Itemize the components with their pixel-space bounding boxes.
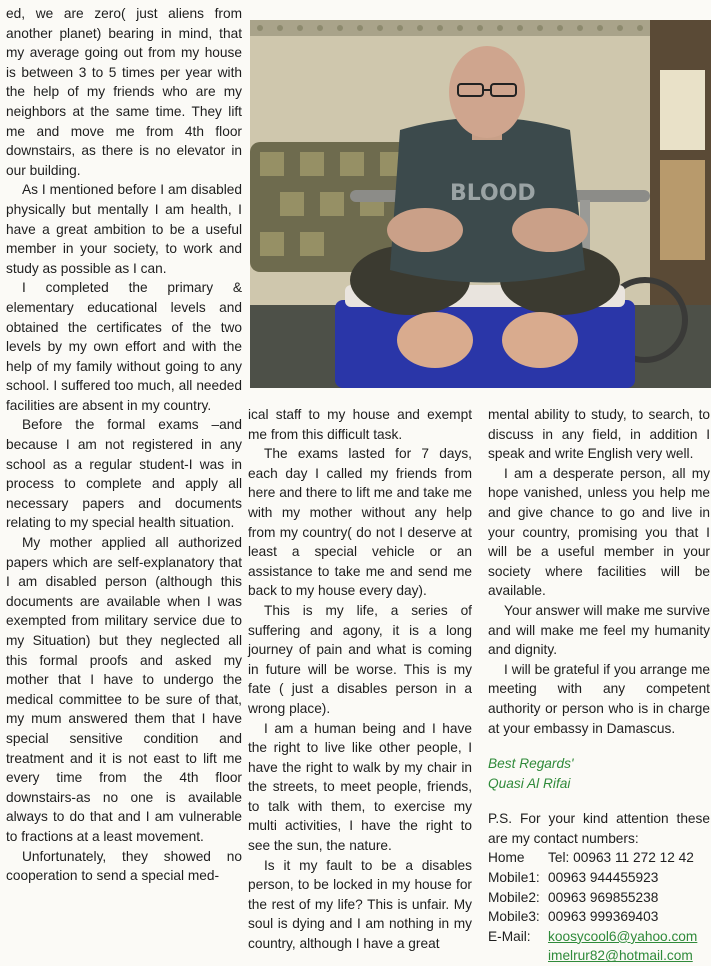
contact-row-mobile2 bbox=[488, 888, 710, 908]
paragraph: ical staff to my house and exempt me from this difficult task. bbox=[248, 407, 472, 442]
contact-label: Mobile3: bbox=[488, 909, 540, 925]
contact-value: 00963 944455923 bbox=[548, 870, 659, 886]
paragraph: I am a desperate person, all my hope vanished, unless you help me and give chance to go and live in your country, promising you that I will be a useful member in your society where facilities will be available. bbox=[488, 465, 710, 599]
signature-greeting: Best Regards' bbox=[488, 756, 574, 772]
email-link-hotmail[interactable]: imelrur82@hotmail.com bbox=[548, 948, 693, 964]
signature bbox=[488, 754, 710, 793]
paragraph: My mother applied all authorized papers which are self-explanatory that I am disabled person (although this documents are available when I was exempted from military service due to my Situation) but they neglected all this formal proofs and asked my mother that I have to undergo the medical committee to be sure of that, my mum answered them that I have special sensitive condition and treatment and it is not east to lift me every time from the 4th floor downstairs-as no one is available always to do that and I am vulnerable to fractions at a least movement. bbox=[6, 535, 242, 844]
contact-row-mobile1 bbox=[488, 868, 710, 888]
email-label: E-Mail: bbox=[488, 928, 531, 944]
contact-row-email bbox=[488, 927, 710, 947]
paragraph: mental ability to study, to search, to discuss in any field, in addition I speak and write English very well. bbox=[488, 407, 710, 462]
paragraph: I completed the primary & elementary educational levels and obtained the certificates of the two levels by my own effort and with the help of my family without going to any school. I suffered too much, all needed facilities are absent in my country. bbox=[6, 280, 242, 413]
contact-list bbox=[488, 848, 710, 966]
contact-value: 00963 969855238 bbox=[548, 889, 659, 905]
paragraph: Before the formal exams –and because I am not registered in any school as a regular student-I was in process to complete and apply all necessary papers and documents relating to my special health situation. bbox=[6, 417, 242, 531]
article-column-3 bbox=[488, 405, 710, 966]
signature-name: Quasi Al Rifai bbox=[488, 775, 571, 791]
contact-label: Mobile1: bbox=[488, 870, 540, 886]
contact-row-home bbox=[488, 848, 710, 868]
contact-label: Mobile2: bbox=[488, 889, 540, 905]
article-column-2 bbox=[248, 405, 472, 954]
paragraph: Unfortunately, they showed no cooperation to send a special med- bbox=[6, 848, 242, 884]
paragraph: Is it my fault to be a disables person, to be locked in my house for the rest of my life? This is unfair. My soul is dying and I am nothing in my country, although I have a great bbox=[248, 857, 472, 952]
shirt-print: BLOOD bbox=[450, 181, 536, 206]
contact-value: Tel: 00963 11 272 12 42 bbox=[548, 850, 694, 866]
email-link-yahoo[interactable]: koosycool6@yahoo.com bbox=[548, 928, 698, 944]
contact-row-email-2 bbox=[488, 946, 710, 966]
paragraph: The exams lasted for 7 days, each day I called my friends from here and there to lift me and take me with my mother without any help from my country( do not I deserve at least a special vehicle or an assistance to take me and send me back to my house every day). bbox=[248, 446, 472, 599]
contact-label: Home bbox=[488, 850, 525, 866]
photo-man-in-wheelchair bbox=[250, 20, 711, 388]
email-spacer bbox=[488, 946, 548, 966]
paragraph: ed, we are zero( just aliens from another planet) bearing in mind, that my average going out from my house is between 3 to 5 times per year with the help of my friends who are my neighbors at the same time. They lift me and move me from 4th floor downstairs, as there is no elevator in our building. bbox=[6, 6, 242, 178]
paragraph: Your answer will make me survive and will make me feel my humanity and dignity. bbox=[488, 602, 710, 658]
contact-row-mobile3 bbox=[488, 907, 710, 927]
column-3-paragraphs bbox=[488, 405, 710, 738]
ps-note: P.S. For your kind attention these are my contact numbers: bbox=[488, 811, 710, 846]
paragraph: I am a human being and I have the right to live like other people, I have the right to walk by my chair in the streets, to meet people, friends, to talk with them, to exercise my multi activities, I have the right to see the sun, the nature. bbox=[248, 720, 472, 854]
contact-value: 00963 999369403 bbox=[548, 909, 659, 925]
paragraph: I will be grateful if you arrange me meeting with any competent authority or person who is in charge at your embassy in Damascus. bbox=[488, 661, 710, 736]
article-column-1 bbox=[6, 4, 242, 886]
paragraph: This is my life, a series of suffering and agony, it is a long journey of pain and what is coming in future will be worse. This is my fate ( just a disables person in a wrong place). bbox=[248, 602, 472, 716]
paragraph: As I mentioned before I am disabled physically but mentally I am health, I have a great ambition to be a useful member in your society, to work and study as possible as I can. bbox=[6, 182, 242, 276]
